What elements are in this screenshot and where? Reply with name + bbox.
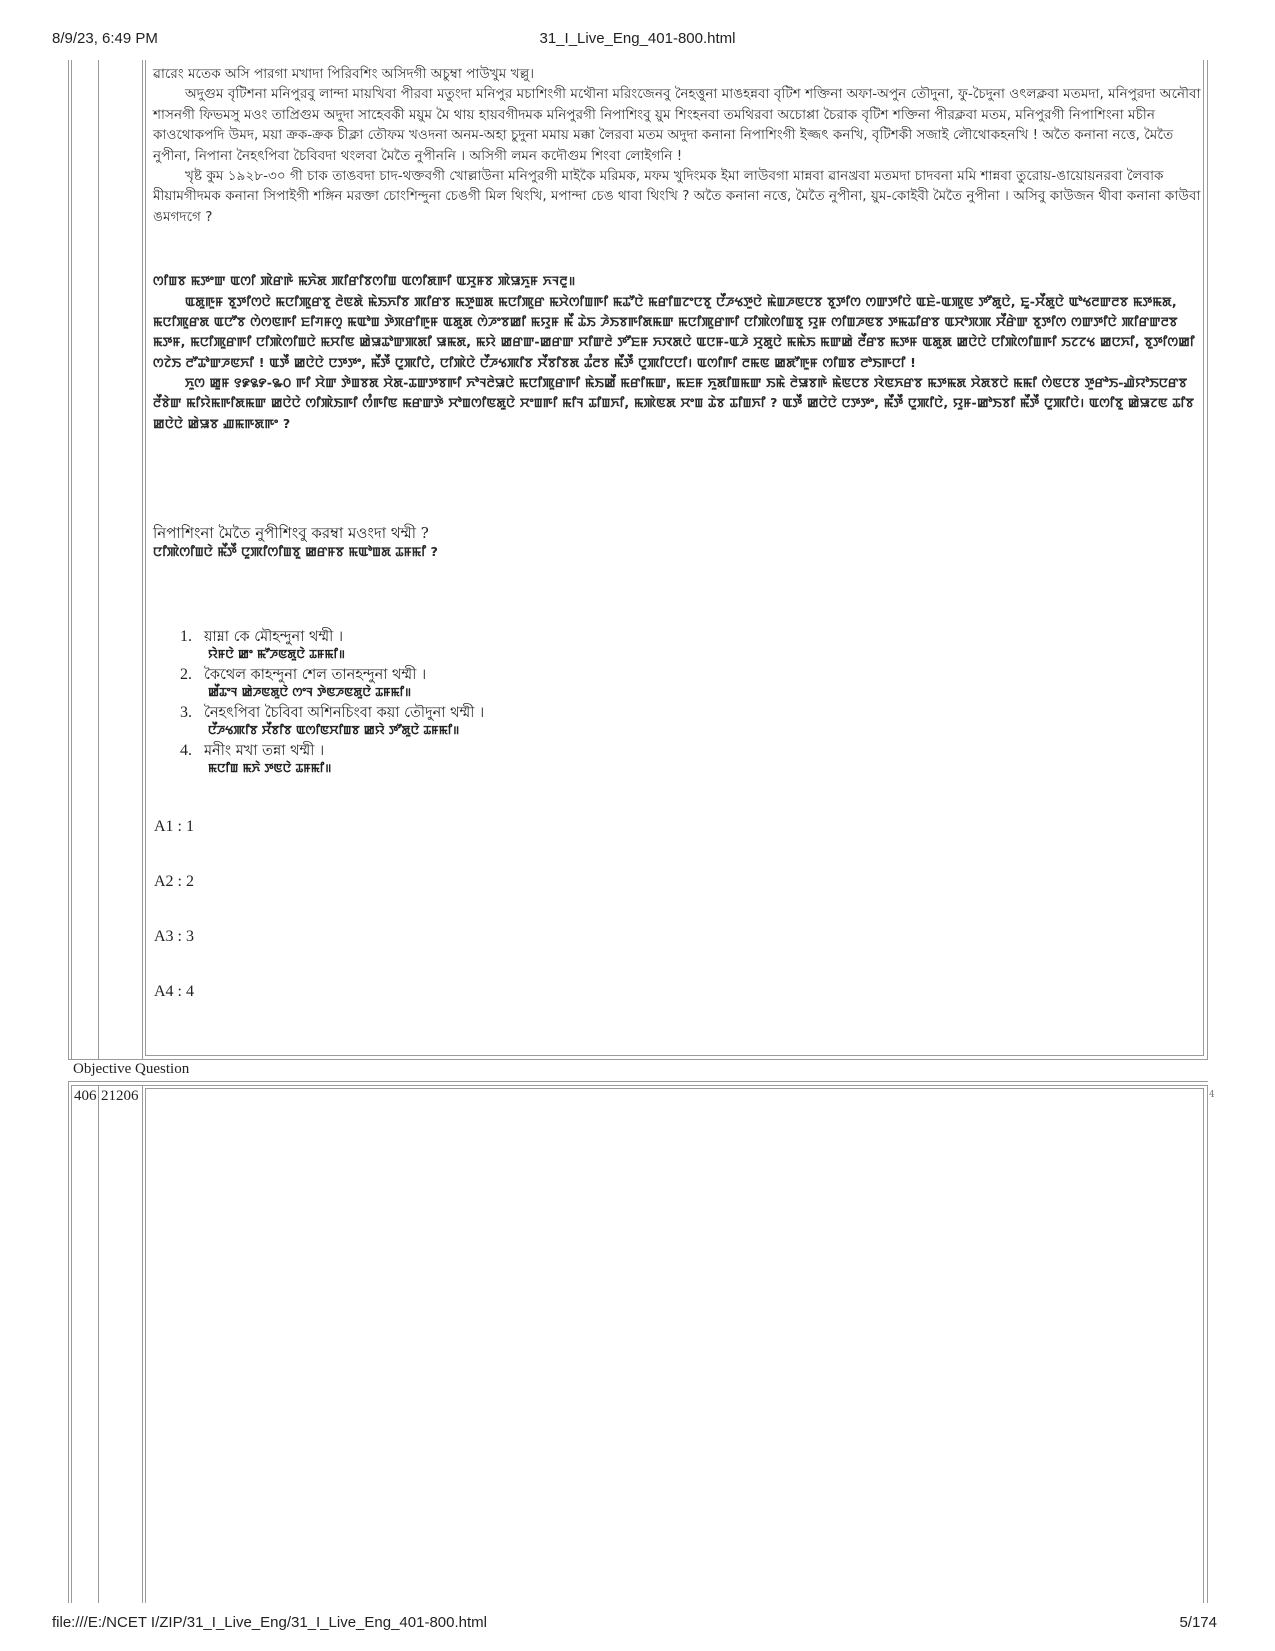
option-text-meetei: ꯅꯩꯍꯠꯄꯤꯕ ꯆꯩꯕꯤꯕ ꯑꯁꯤꯟꯆꯤꯡꯕ ꯀꯌꯥ ꯇꯧꯗꯨꯅꯥ ꯊꯝꯃꯤ॥ bbox=[208, 723, 460, 738]
option-text-meetei: ꯌꯥꯝꯅꯥ ꯀꯦ ꯃꯧꯍꯟꯗꯨꯅꯥ ꯊꯝꯃꯤ॥ bbox=[208, 647, 346, 662]
option-text-meetei: ꯀꯩꯊꯦꯜ ꯀꯥꯍꯟꯗꯨꯅꯥ ꯁꯦꯜ ꯇꯥꯟꯍꯟꯗꯨꯅꯥ ꯊꯝꯃꯤ॥ bbox=[208, 685, 412, 700]
answer-key-3: A3 : 3 bbox=[154, 928, 194, 945]
answer-key-4: A4 : 4 bbox=[154, 983, 194, 1000]
option-item bbox=[180, 666, 484, 701]
option-list bbox=[180, 628, 484, 780]
option-text-meetei: ꯃꯅꯤꯡ ꯃꯈꯥ ꯇꯟꯅꯥ ꯊꯝꯃꯤ॥ bbox=[208, 760, 332, 775]
passage-meetei-mayek bbox=[153, 271, 1211, 434]
passage-paragraph: ꯑꯗꯨꯒꯨꯝ ꯕꯨꯇꯤꯁꯅꯥ ꯃꯅꯤꯄꯨꯔꯕꯨ ꯂꯥꯟꯗꯥ ꯃꯥꯏꯈꯤꯕ ꯄꯤꯔꯕ ꯃꯇꯨꯡꯗ ꯃꯅꯤꯄꯨꯔ ꯃꯆꯥꯁꯤꯡꯒꯤ ꯃꯊꯧꯅꯥ ꯃꯔꯤꯡꯖꯦꯅꯕꯨ ꯅꯩꯍꯠꯇꯨꯅꯥ ꯃꯥꯡꯍꯟꯅꯕ ꯕꯨꯇꯤꯁ ꯁꯛꯇꯤꯅꯥ ꯑꯐꯥ-ꯑꯄꯨꯟ ꯇꯧꯗꯨꯅꯥ, ꯐꯨ-ꯆꯩꯗꯨꯅꯥ ꯑꯣꯠꯂꯛꯂꯕ ꯃꯇꯃꯗ, ꯃꯅꯤꯄꯨꯔꯗ ꯑꯅꯧꯕ ꯁꯥꯁꯟꯒꯤ ꯐꯤꯚꯝꯁꯨ ꯃꯑꯣꯡ ꯇꯥꯞꯔꯤꯒꯨꯝ ꯑꯗꯨꯗ ꯁꯥꯍꯦꯕꯀꯤ ꯃꯌꯨꯝ ꯃꯩ ꯊꯥꯏ ꯍꯥꯏꯕꯒꯤꯗꯃꯛ ꯃꯅꯤꯄꯨꯔꯒꯤ ꯅꯤꯄꯥꯁꯤꯡꯕꯨ ꯌꯨꯝ ꯁꯤꯡꯍꯟꯕ ꯇꯃꯊꯤꯔꯕ ꯑꯆꯣꯞꯄ ꯆꯩꯔꯥꯛ ꯕꯨꯇꯤꯁ ꯁꯛꯇꯤꯅꯥ ꯄꯤꯔꯛꯂꯕ ꯃꯇꯝ, ꯃꯅꯤꯄꯨꯔꯒꯤ ꯅꯤꯄꯥꯁꯤꯡꯅꯥ ꯃꯆꯤꯟ ꯀꯥꯎꯊꯣꯛꯄꯗꯤ ꯎꯃꯗ, ꯃꯌꯥ ꯀꯔꯛ-ꯀꯔꯛ ꯆꯤꯛꯂꯥ ꯇꯧꯐꯝ ꯈꯋꯗꯅꯥ ꯑꯅꯝ-ꯑꯍꯥ ꯆꯨꯗꯨꯅꯥ ꯃꯃꯥꯏ ꯃꯛꯀꯥ ꯂꯩꯔꯕ ꯃꯇꯝ ꯑꯗꯨꯗ ꯀꯅꯥꯅꯥ ꯅꯤꯄꯥꯁꯤꯡꯒꯤ ꯏꯖꯖꯠ ꯀꯅꯈꯤ, ꯕꯨꯇꯤꯁꯀꯤ ꯁꯖꯥꯏ ꯂꯧꯊꯣꯛꯍꯟꯈꯤ ! ꯑꯇꯩ ꯀꯅꯥꯅꯥ ꯅꯇꯇꯦ, ꯃꯩꯇꯩ ꯅꯨꯄꯤꯅꯥ, ꯅꯤꯄꯥꯅꯥ ꯅꯩꯍꯠꯄꯤꯕ ꯆꯩꯕꯤꯕꯗ ꯊꯪꯂꯕ ꯃꯩꯇꯩ ꯅꯨꯄꯤꯅꯅꯤ। ꯑꯁꯤꯒꯤ ꯂꯃꯟ ꯀꯗꯧꯒꯨꯝ ꯁꯤꯡꯕ ꯂꯣꯏꯒꯅꯤ ! bbox=[153, 293, 1195, 370]
question-id: 21206 bbox=[101, 1088, 139, 1104]
option-number: 4. bbox=[180, 741, 192, 759]
passage-line: ꯁꯤꯡꯕ ꯃꯇꯦꯛ ꯑꯁꯤ ꯄꯥꯔꯒꯥ ꯃꯈꯥꯗ ꯄꯤꯔꯤꯕꯁꯤꯡ ꯑꯁꯤꯗꯒꯤ ꯑꯆꯨꯝꯕ ꯄꯥꯎꯈꯨꯝ ꯈꯜꯂꯨ॥ bbox=[153, 273, 576, 289]
passage-bengali bbox=[153, 64, 1211, 227]
question-meetei-mayek: ꯅꯤꯄꯥꯁꯤꯡꯅꯥ ꯃꯩꯇꯩ ꯅꯨꯄꯤꯁꯤꯡꯕꯨ ꯀꯔꯝꯕ ꯃꯑꯣꯡꯗ ꯊꯝꯃꯤ ? bbox=[153, 545, 438, 560]
question-type-label: Objective Question bbox=[73, 1061, 190, 1077]
answer-key-1: A1 : 1 bbox=[154, 818, 194, 835]
question-stem bbox=[153, 523, 438, 562]
question-bengali: নিপাশিংনা মৈতৈ নুপীশিংবু করম্বা মওংদা থম্মী ? bbox=[153, 524, 429, 542]
passage-line: ৱারেং মতেক অসি পারগা মখাদা পিরিবশিং অসিদগী অচুম্বা পাউখুম খল্লু। bbox=[153, 66, 535, 82]
option-item bbox=[180, 742, 484, 777]
document-title: 31_I_Live_Eng_401-800.html bbox=[539, 30, 736, 47]
passage-paragraph: অদুগুম বৃটিশনা মনিপুরবু লান্দা মায়খিবা পীরবা মতুংদা মনিপুর মচাশিংগী মথৌনা মরিংজেনবু নৈহত্তুনা মাঙহন্নবা বৃটিশ শক্তিনা অফা-অপুন তৌদুনা, ফু-চৈদুনা ওৎলক্লবা মতমদা, মনিপুরদা অনৌবা শাসনগী ফিভমসু মওং তাপ্রিগুম অদুদা সাহেবকী ময়ুম মৈ থায় হায়বগীদমক মনিপুরগী নিপাশিংবু য়ুম শিংহনবা তমথিরবা অচোপ্পা চৈরাক বৃটিশ শক্তিনা পীরক্লবা মতম, মনিপুরগী নিপাশিংনা মচীন কাওথোকপদি উমদ, ময়া ক্রক-ক্রক চীক্লা তৌফম খওদনা অনম-অহা চুদুনা মমায় মক্কা লৈরবা মতম অদুদা কনানা নিপাশিংগী ইজ্জৎ কনখি, বৃটিশকী সজাই লৌথোকহনখি ! অতৈ কনানা নত্তে, মৈতৈ নুপীনা, নিপানা নৈহৎপিবা চৈবিবদা থংলবা মৈতৈ নুপীননি । অসিগী লমন কদৌগুম শিংবা লোইগনি ! bbox=[153, 86, 1201, 164]
option-number: 3. bbox=[180, 703, 192, 721]
option-number: 1. bbox=[180, 628, 192, 645]
option-text-bengali: নৈহৎপিবা চৈবিবা অশিনচিংবা কয়া তৌদুনা থম্মী । bbox=[204, 704, 485, 721]
option-text-bengali: কৈথেল কাহন্দুনা শেল তানহন্দুনা থম্মী । bbox=[204, 666, 427, 683]
passage-paragraph: খৃষ্ট কুম ১৯২৮-৩০ গী চাক তাঙবদা চাদ-থক্তবগী খোল্লাউনা মনিপুরগী মাইকৈ মরিমক, মফম খুদিংমক ইমা লাউবগা মান্নবা ৱানখ্রবা মতমদা চাদবনা মমি শান্নবা তুরোয়-ঙায়োয়নরবা লৈবাক মীয়ামগীদমক কনানা সিপাইগী শঙ্গিন মরক্তা চোংশিন্দুনা চেঙগী মিল থিংখি, মপান্দা চেঙ থাবা থিংখি ? অতৈ কনানা নত্তে, মৈতৈ নুপীনা, য়ুম-কোইবী মৈতৈ নুপীনা । অসিবু কাউজন থীবা কনানা কাউবা ঙমগদগে ? bbox=[153, 167, 1201, 225]
question-mark: 4 bbox=[1209, 1090, 1215, 1100]
option-text-bengali: মনীং মখা তন্না থম্মী । bbox=[204, 742, 325, 759]
option-number: 2. bbox=[180, 665, 192, 683]
option-item bbox=[180, 704, 484, 739]
question-serial: 406 bbox=[74, 1088, 97, 1104]
option-item bbox=[180, 628, 484, 663]
print-datetime: 8/9/23, 6:49 PM bbox=[52, 30, 158, 47]
page-number: 5/174 bbox=[1179, 1614, 1217, 1631]
option-text-bengali: য়াম্না কে মৌহন্দুনা থম্মী । bbox=[204, 629, 344, 645]
file-path: file:///E:/NCET I/ZIP/31_I_Live_Eng/31_I_Live_Eng_401-800.html bbox=[52, 1614, 487, 1631]
passage-paragraph: ꯈꯨꯁ ꯀꯨꯝ ꯱꯹꯲꯸-꯳꯰ ꯒꯤ ꯆꯥꯛ ꯇꯥꯡꯕꯗ ꯆꯥꯗ-ꯊꯛꯇꯕꯒꯤ ꯈꯣꯜꯂꯥꯎꯅꯥ ꯃꯅꯤꯄꯨꯔꯒꯤ ꯃꯥꯏꯀꯩ ꯃꯔꯤꯃꯛ, ꯃꯐꯝ ꯈꯨꯗꯤꯡꯃꯛ ꯏꯃꯥ ꯂꯥꯎꯕꯒꯥ ꯃꯥꯟꯅꯕ ꯋꯥꯟꯈꯔꯕ ꯃꯇꯃꯗ ꯆꯥꯗꯕꯅꯥ ꯃꯃꯤ ꯁꯥꯟꯅꯕ ꯇꯨꯔꯣꯏ-ꯉꯥꯌꯣꯏꯅꯔꯕ ꯂꯩꯕꯥꯛ ꯃꯤꯌꯥꯃꯒꯤꯗꯃꯛ ꯀꯅꯥꯅꯥ ꯁꯤꯄꯥꯏꯒꯤ ꯁꯪꯒꯤꯟ ꯃꯔꯛꯇꯥ ꯆꯣꯡꯁꯤꯟꯗꯨꯅꯥ ꯆꯦꯡꯒꯤ ꯃꯤꯜ ꯊꯤꯡꯈꯤ, ꯃꯄꯥꯟꯗ ꯆꯦꯡ ꯊꯥꯕ ꯊꯤꯡꯈꯤ ? ꯑꯇꯩ ꯀꯅꯥꯅꯥ ꯅꯇꯇꯦ, ꯃꯩꯇꯩ ꯅꯨꯄꯤꯅꯥ, ꯌꯨꯝ-ꯀꯣꯏꯕꯤ ꯃꯩꯇꯩ ꯅꯨꯄꯤꯅꯥ। ꯑꯁꯤꯕꯨ ꯀꯥꯎꯖꯟ ꯊꯤꯕ ꯀꯅꯥꯅꯥ ꯀꯥꯎꯕ ꯉꯃꯒꯗꯒꯦ ? bbox=[153, 375, 1195, 431]
answer-key-2: A2 : 2 bbox=[154, 873, 194, 890]
